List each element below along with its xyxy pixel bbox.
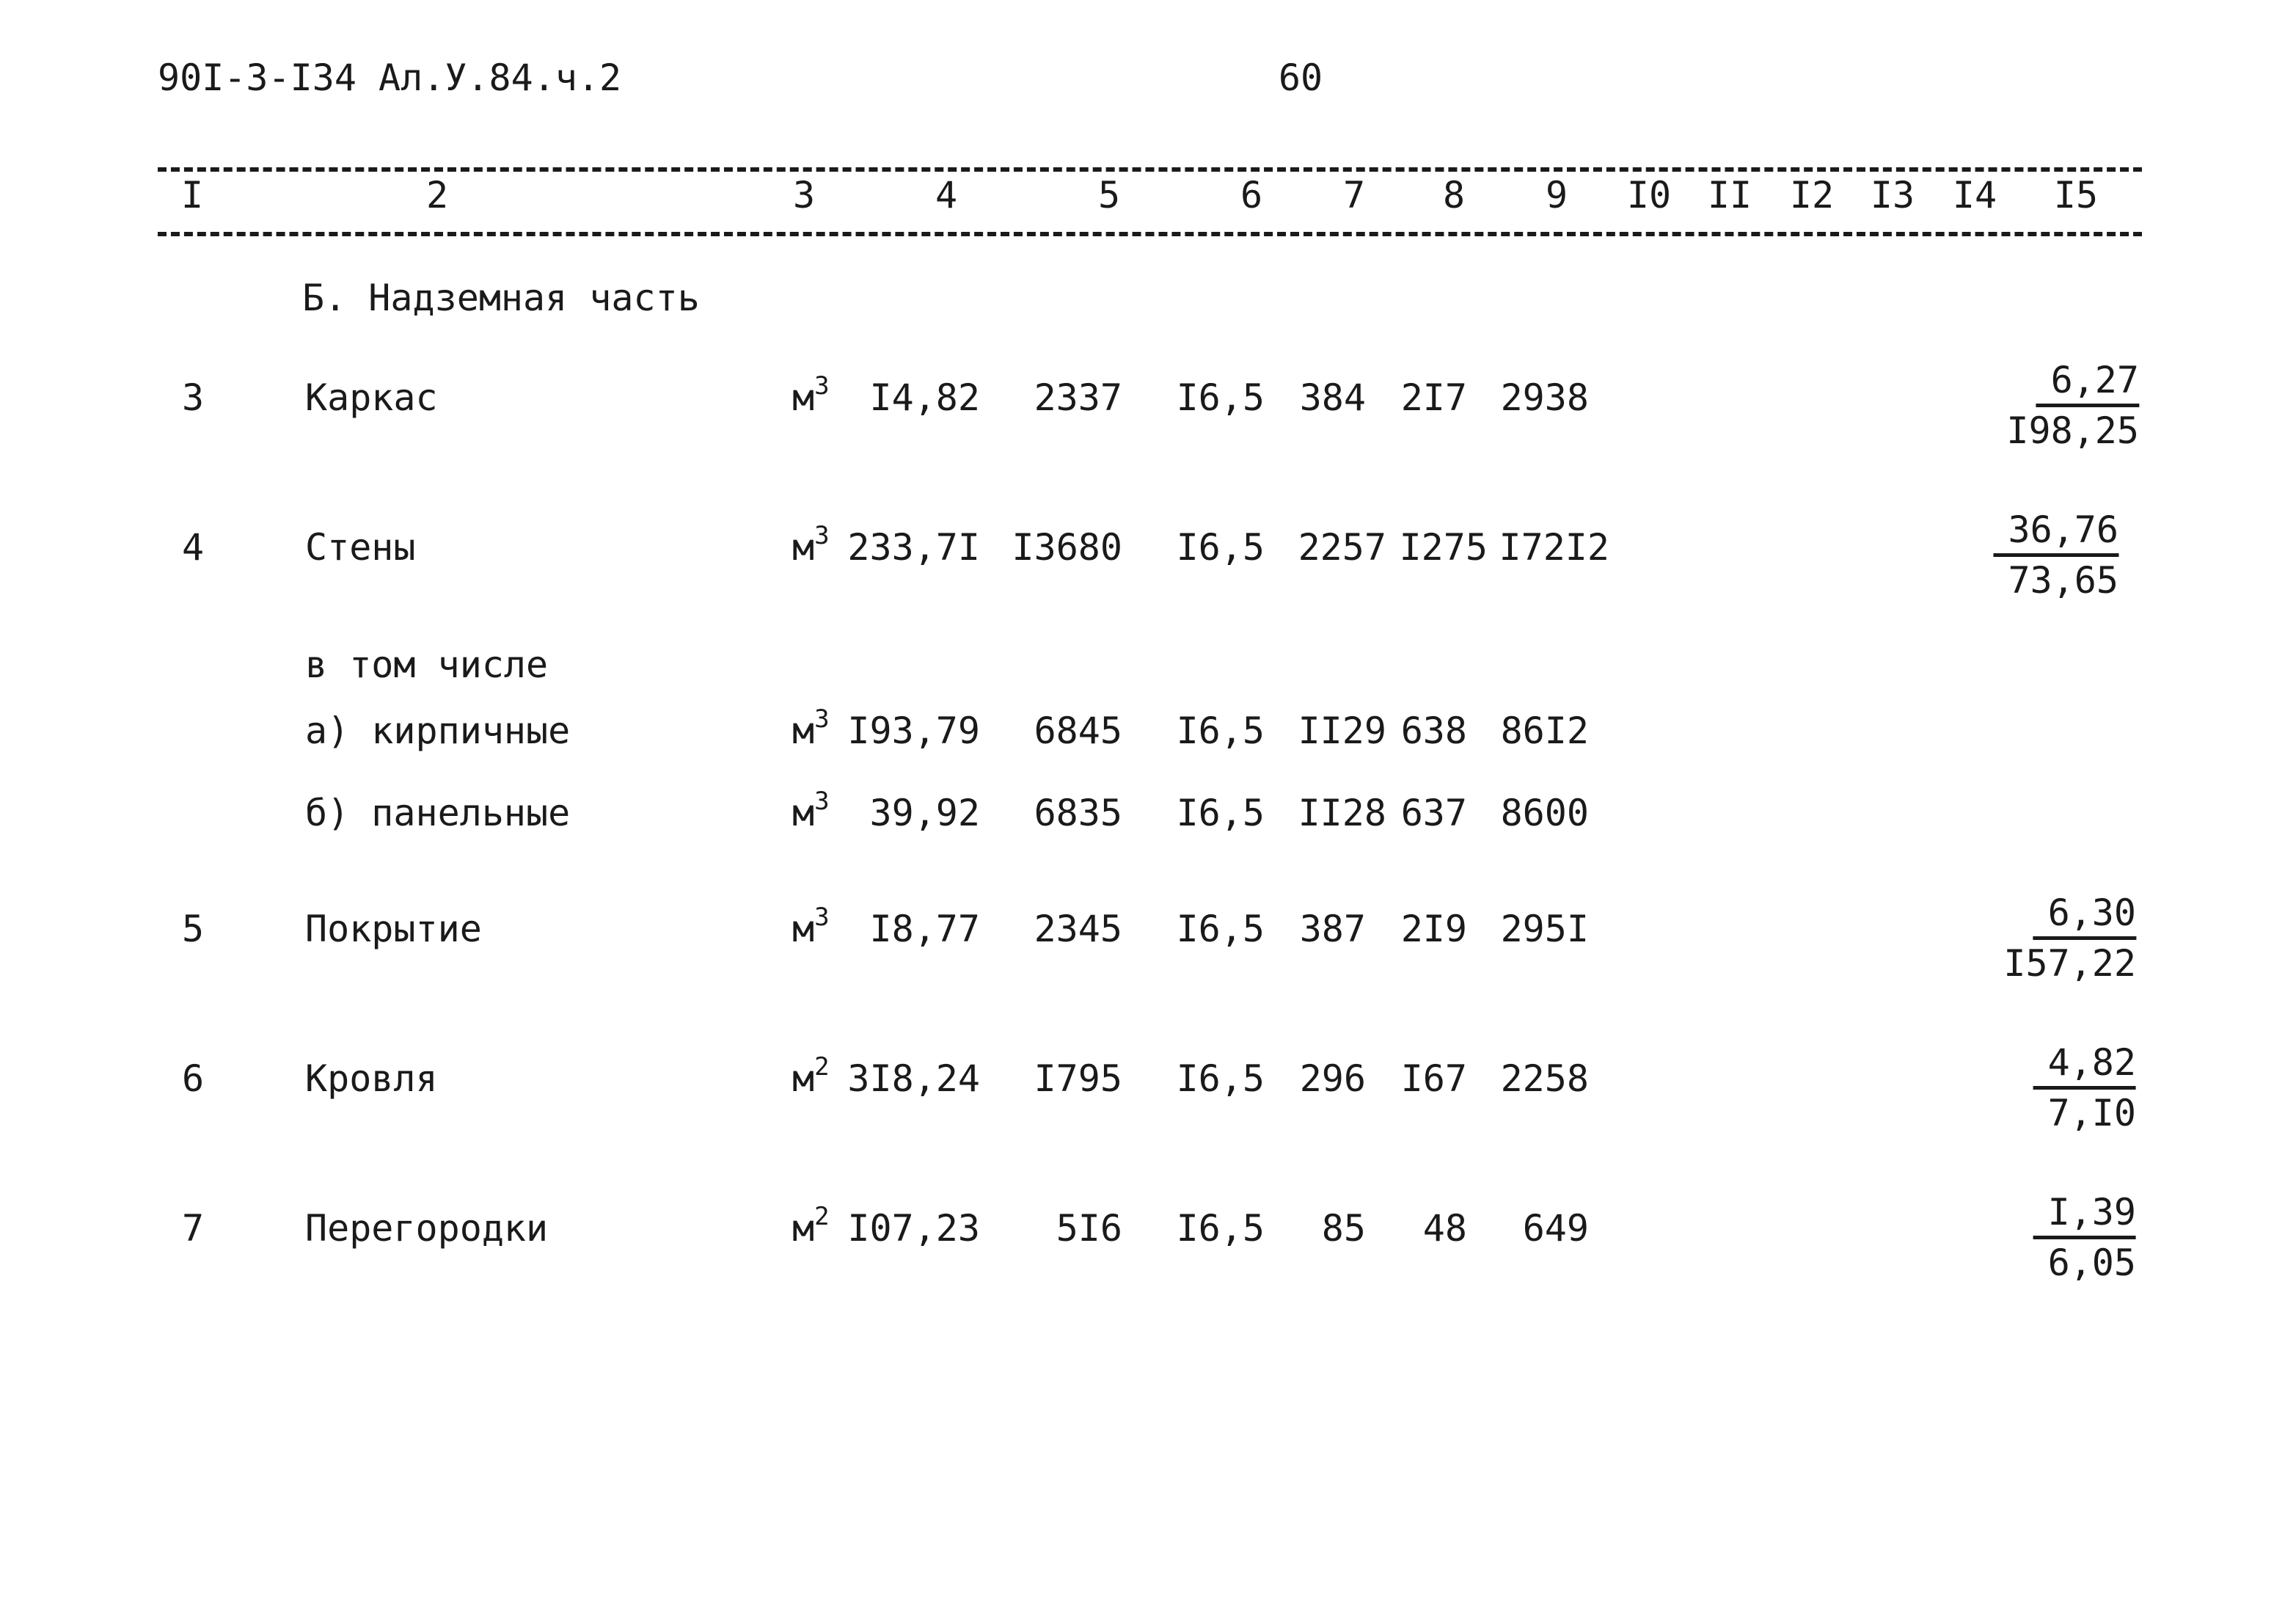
value-cell: 85 xyxy=(1321,1207,1366,1250)
fraction-numerator: 6,27 xyxy=(2036,360,2139,407)
value-cell: 6835 xyxy=(1034,792,1122,834)
quantity-cell: 233,7I xyxy=(847,526,980,569)
value-cell: II28 xyxy=(1298,792,1386,834)
value-cell: 649 xyxy=(1522,1207,1589,1250)
value-cell: I6,5 xyxy=(1176,376,1265,419)
column-header: I2 xyxy=(1789,174,1835,216)
value-cell: 638 xyxy=(1400,710,1467,752)
row-number: 3 xyxy=(182,376,205,419)
value-cell: 2I7 xyxy=(1400,376,1467,419)
value-cell: 2345 xyxy=(1034,908,1122,950)
fraction-denominator: 7,I0 xyxy=(2047,1092,2136,1134)
column-header: I0 xyxy=(1626,174,1672,216)
ratio-fraction xyxy=(1993,509,2118,601)
page-number: 60 xyxy=(1278,56,1323,99)
section-title: Б. Надземная часть xyxy=(302,277,700,319)
ratio-fraction xyxy=(2033,1192,2136,1283)
quantity-cell: I07,23 xyxy=(847,1207,980,1250)
row-name: б) панельные xyxy=(305,792,571,834)
column-header: 7 xyxy=(1342,174,1366,216)
value-cell: 2I9 xyxy=(1400,908,1467,950)
value-cell: 2938 xyxy=(1500,376,1589,419)
row-name: Перегородки xyxy=(305,1207,549,1250)
subheading: в том числе xyxy=(305,644,549,686)
unit-label: $м^3$ xyxy=(792,371,830,419)
quantity-cell: 3I8,24 xyxy=(847,1057,980,1100)
value-cell: I6,5 xyxy=(1176,1207,1265,1250)
quantity-cell: I8,77 xyxy=(869,908,980,950)
ratio-fraction xyxy=(2033,1042,2136,1134)
value-cell: I275 xyxy=(1399,526,1488,569)
quantity-cell: 39,92 xyxy=(869,792,980,834)
value-cell: 86I2 xyxy=(1500,710,1589,752)
unit-label: $м^2$ xyxy=(792,1052,830,1100)
row-number: 4 xyxy=(182,526,205,569)
column-header: II xyxy=(1707,174,1752,216)
fraction-numerator: I,39 xyxy=(2033,1192,2136,1239)
value-cell: 5I6 xyxy=(1056,1207,1122,1250)
value-cell: I6,5 xyxy=(1176,792,1265,834)
row-name: Покрытие xyxy=(305,908,482,950)
row-name: Каркас xyxy=(305,376,438,419)
value-cell: 384 xyxy=(1299,376,1366,419)
value-cell: 296 xyxy=(1299,1057,1366,1100)
unit-label: $м^2$ xyxy=(792,1202,830,1250)
column-header: 2 xyxy=(425,174,449,216)
header-rule-bottom xyxy=(158,232,2142,236)
value-cell: 2337 xyxy=(1034,376,1122,419)
value-cell: I6,5 xyxy=(1176,526,1265,569)
value-cell: I6,5 xyxy=(1176,710,1265,752)
quantity-cell: I4,82 xyxy=(869,376,980,419)
column-header: 5 xyxy=(1097,174,1121,216)
fraction-denominator: 73,65 xyxy=(2008,559,2118,602)
quantity-cell: I93,79 xyxy=(847,710,980,752)
column-header: I5 xyxy=(2053,174,2099,216)
value-cell: 2258 xyxy=(1500,1057,1589,1100)
header-rule-top xyxy=(158,167,2142,172)
value-cell: I67 xyxy=(1400,1057,1467,1100)
column-header: 9 xyxy=(1545,174,1568,216)
fraction-numerator: 6,30 xyxy=(2033,892,2136,940)
column-header: 4 xyxy=(935,174,958,216)
value-cell: I72I2 xyxy=(1499,526,1609,569)
column-header: 3 xyxy=(792,174,816,216)
column-header: 6 xyxy=(1240,174,1263,216)
unit-label: $м^3$ xyxy=(792,521,830,569)
row-number: 5 xyxy=(182,908,205,950)
value-cell: 6845 xyxy=(1034,710,1122,752)
value-cell: 387 xyxy=(1299,908,1366,950)
fraction-denominator: I98,25 xyxy=(2006,409,2139,452)
value-cell: I795 xyxy=(1034,1057,1122,1100)
row-number: 7 xyxy=(182,1207,205,1250)
row-name: а) кирпичные xyxy=(305,710,571,752)
value-cell: 8600 xyxy=(1500,792,1589,834)
column-header: 8 xyxy=(1442,174,1466,216)
unit-label: $м^3$ xyxy=(792,704,830,752)
value-cell: II29 xyxy=(1298,710,1386,752)
fraction-denominator: 6,05 xyxy=(2047,1242,2136,1284)
row-number: 6 xyxy=(182,1057,205,1100)
value-cell: I6,5 xyxy=(1176,1057,1265,1100)
value-cell: 295I xyxy=(1500,908,1589,950)
fraction-numerator: 4,82 xyxy=(2033,1042,2136,1090)
unit-label: $м^3$ xyxy=(792,903,830,950)
column-header: I xyxy=(180,174,204,216)
row-name: Стены xyxy=(305,526,416,569)
value-cell: I6,5 xyxy=(1176,908,1265,950)
document-code: 90I-3-I34 Ал.У.84.ч.2 xyxy=(158,56,622,99)
value-cell: 637 xyxy=(1400,792,1467,834)
column-header: I4 xyxy=(1952,174,1997,216)
unit-label: $м^3$ xyxy=(792,787,830,834)
fraction-numerator: 36,76 xyxy=(1993,509,2118,557)
row-name: Кровля xyxy=(305,1057,438,1100)
value-cell: 2257 xyxy=(1298,526,1386,569)
ratio-fraction xyxy=(2003,892,2136,984)
fraction-denominator: I57,22 xyxy=(2003,942,2136,985)
value-cell: 48 xyxy=(1422,1207,1467,1250)
ratio-fraction xyxy=(2006,360,2139,451)
value-cell: I3680 xyxy=(1012,526,1122,569)
column-header: I3 xyxy=(1870,174,1915,216)
